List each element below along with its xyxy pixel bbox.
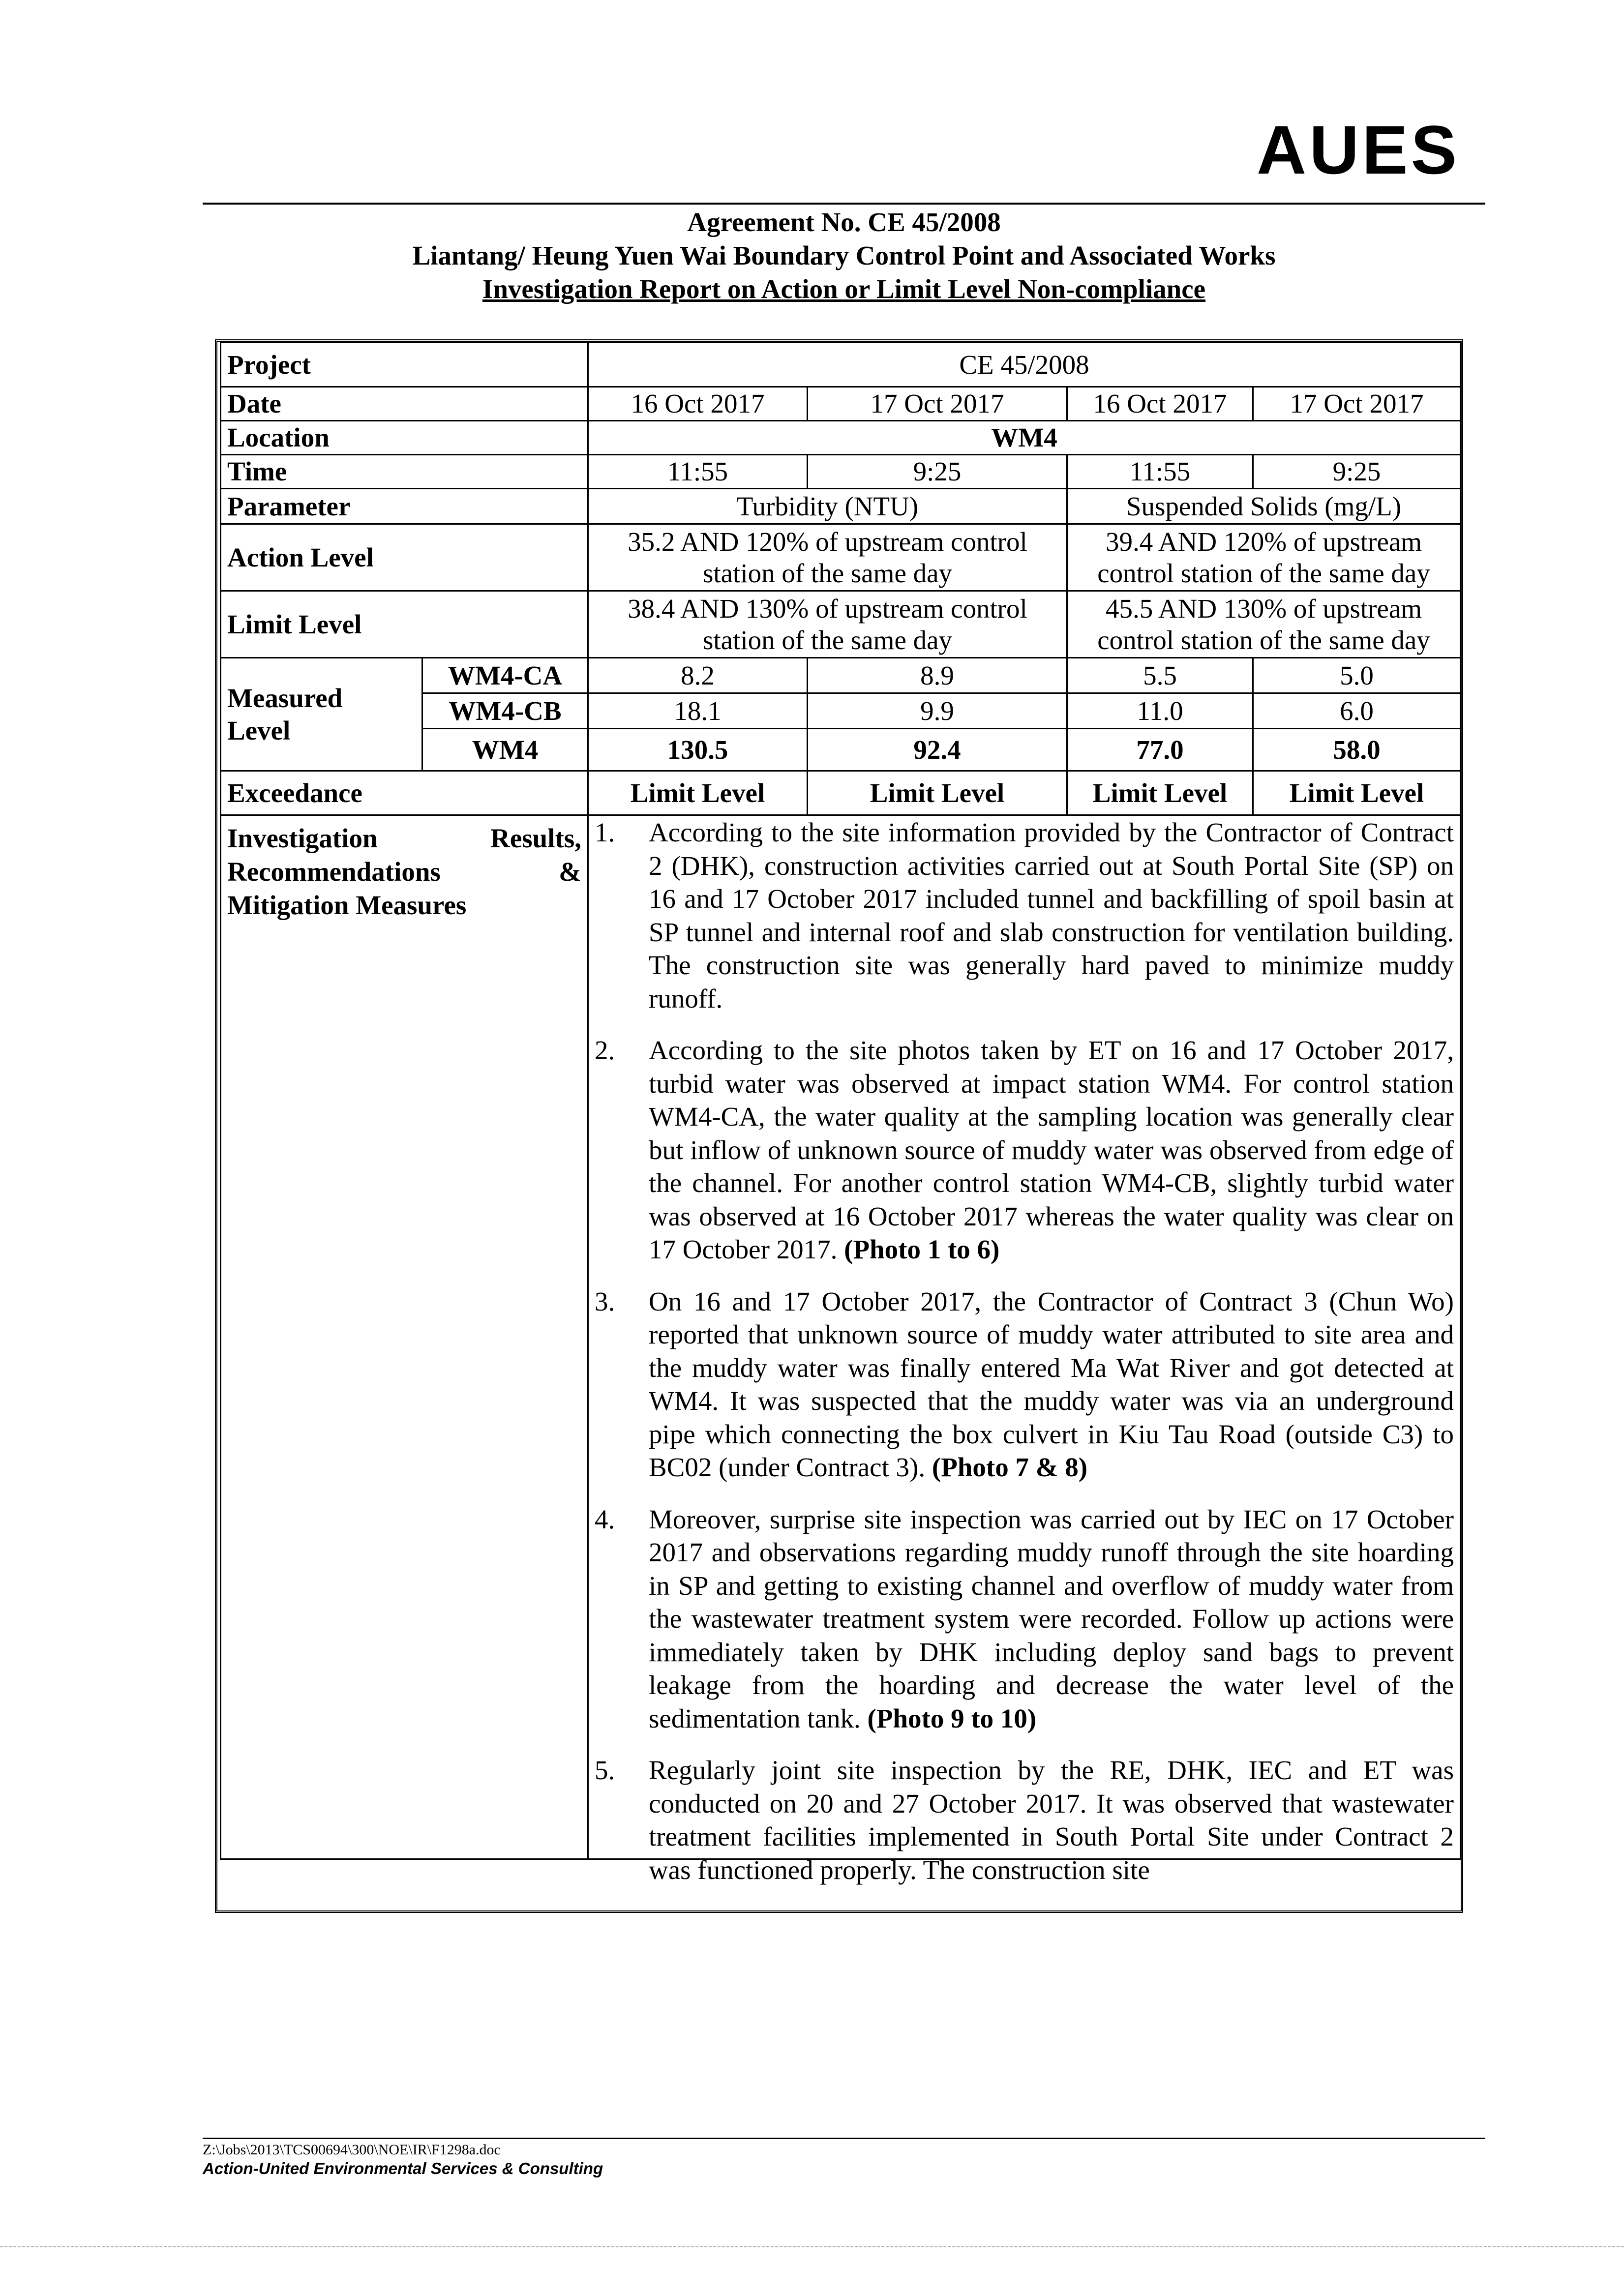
limit-level-row xyxy=(221,591,1461,658)
investigation-word: Recommendations xyxy=(227,857,441,887)
finding-number: 1. xyxy=(595,817,615,847)
finding-text xyxy=(649,1754,1454,1886)
limit-turbidity-line: 38.4 AND 130% of upstream control xyxy=(628,593,1027,624)
measured-value: 5.0 xyxy=(1253,658,1461,693)
limit-level-turbidity xyxy=(588,591,1067,658)
finding-item xyxy=(595,816,1454,1015)
parameter-turbidity: Turbidity (NTU) xyxy=(588,489,1067,524)
measured-row-wm4-ca xyxy=(221,658,1461,693)
investigation-word: Investigation xyxy=(227,823,378,853)
date-cell: 16 Oct 2017 xyxy=(588,387,808,421)
findings-cell xyxy=(588,815,1461,1885)
project-value: CE 45/2008 xyxy=(588,343,1461,387)
limit-turbidity-line: station of the same day xyxy=(702,625,953,655)
time-cell: 11:55 xyxy=(1067,455,1253,489)
action-ss-line: 39.4 AND 120% of upstream xyxy=(1105,526,1422,557)
station-label: WM4-CB xyxy=(422,693,588,729)
finding-body: According to the site photos taken by ET on 16 and 17 October 2017, turbid water was observed at impact station WM4. For control station WM4-CA, the water quality at the sampling location was generally clear but inflow of unknown source of muddy water was observed from edge of the channel. For another control station WM4-CB, slightly turbid water was observed at 16 October 2017 whereas the water quality was clear on 17 October 2017. xyxy=(649,1035,1454,1264)
exceedance-value: Limit Level xyxy=(808,771,1067,815)
investigation-label xyxy=(221,815,588,1859)
investigation-label-line: Mitigation Measures xyxy=(227,890,467,920)
measured-value: 92.4 xyxy=(808,729,1067,771)
finding-body: Moreover, surprise site inspection was carried out by IEC on 17 October 2017 and observations regarding muddy runoff through the site hoarding in SP and getting to existing channel and overflow of muddy water from the wastewater treatment system were recorded. Follow up actions were immediately taken by DHK including deploy sand bags to prevent leakage from the hoarding and decrease the water level of the sedimentation tank. xyxy=(649,1504,1454,1733)
time-cell: 9:25 xyxy=(1253,455,1461,489)
measured-value: 77.0 xyxy=(1067,729,1253,771)
date-cell: 16 Oct 2017 xyxy=(1067,387,1253,421)
exceedance-value: Limit Level xyxy=(1067,771,1253,815)
measured-label-line: Measured xyxy=(227,683,343,713)
action-level-suspended-solids xyxy=(1067,524,1461,591)
footer-divider xyxy=(203,2138,1485,2139)
page-footer xyxy=(203,2141,603,2178)
project-title: Liantang/ Heung Yuen Wai Boundary Control Point and Associated Works xyxy=(412,240,1276,270)
exceedance-label: Exceedance xyxy=(221,771,588,815)
exceedance-value: Limit Level xyxy=(1253,771,1461,815)
file-path: Z:\Jobs\2013\TCS00694\300\NOE\IR\F1298a.doc xyxy=(203,2142,501,2158)
time-cell: 11:55 xyxy=(588,455,808,489)
finding-text xyxy=(649,1503,1454,1735)
finding-body: Regularly joint site inspection by the RE, DHK, IEC and ET was conducted on 20 and 27 October 2017. It was observed that wastewater treatment facilities implemented in South Portal Site under Contract 2 was functioned properly. The construction site xyxy=(649,1755,1454,1885)
action-ss-line: control station of the same day xyxy=(1097,558,1430,588)
agreement-number: Agreement No. CE 45/2008 xyxy=(687,207,1001,237)
date-cell: 17 Oct 2017 xyxy=(808,387,1067,421)
measured-value: 11.0 xyxy=(1067,693,1253,729)
measured-value: 18.1 xyxy=(588,693,808,729)
investigation-label-line xyxy=(227,855,581,889)
time-row xyxy=(221,455,1461,489)
finding-item xyxy=(595,1754,1454,1886)
measured-value: 130.5 xyxy=(588,729,808,771)
measured-value: 58.0 xyxy=(1253,729,1461,771)
document-heading xyxy=(203,206,1485,306)
scan-edge-line xyxy=(0,2246,1624,2247)
location-row xyxy=(221,421,1461,455)
measured-value: 6.0 xyxy=(1253,693,1461,729)
limit-level-label: Limit Level xyxy=(221,591,588,658)
aues-logo: AUES xyxy=(1257,111,1460,188)
date-label: Date xyxy=(221,387,588,421)
investigation-row xyxy=(221,815,1461,1859)
measured-value: 8.2 xyxy=(588,658,808,693)
action-turbidity-line: 35.2 AND 120% of upstream control xyxy=(628,526,1027,557)
finding-text xyxy=(649,1034,1454,1266)
measured-value: 5.5 xyxy=(1067,658,1253,693)
investigation-word: Results, xyxy=(490,823,581,853)
non-compliance-table xyxy=(220,342,1461,1885)
measured-label-line: Level xyxy=(227,715,291,745)
finding-item xyxy=(595,1503,1454,1735)
measured-value: 9.9 xyxy=(808,693,1067,729)
project-row xyxy=(221,343,1461,387)
company-name: Action-United Environmental Services & Consulting xyxy=(203,2159,603,2177)
limit-ss-line: 45.5 AND 130% of upstream xyxy=(1105,593,1422,624)
action-turbidity-line: station of the same day xyxy=(702,558,953,588)
parameter-suspended-solids: Suspended Solids (mg/L) xyxy=(1067,489,1461,524)
exceedance-value: Limit Level xyxy=(588,771,808,815)
date-row xyxy=(221,387,1461,421)
report-title: Investigation Report on Action or Limit Level Non-compliance xyxy=(482,274,1206,304)
station-label: WM4 xyxy=(422,729,588,771)
finding-body: On 16 and 17 October 2017, the Contractor of Contract 3 (Chun Wo) reported that unknown source of muddy water attributed to site area and the muddy water was finally entered Ma Wat River and got detected at WM4. It was suspected that the muddy water was via an underground pipe which connecting the box culvert in Kiu Tau Road (outside C3) to BC02 (under Contract 3). xyxy=(649,1286,1454,1482)
date-cell: 17 Oct 2017 xyxy=(1253,387,1461,421)
finding-number: 3. xyxy=(595,1286,615,1316)
investigation-word: & xyxy=(559,857,581,887)
station-label: WM4-CA xyxy=(422,658,588,693)
exceedance-row xyxy=(221,771,1461,815)
finding-text xyxy=(649,1285,1454,1484)
measured-value: 8.9 xyxy=(808,658,1067,693)
action-level-label: Action Level xyxy=(221,524,588,591)
action-level-row xyxy=(221,524,1461,591)
parameter-label: Parameter xyxy=(221,489,588,524)
location-value: WM4 xyxy=(588,421,1461,455)
investigation-label-line xyxy=(227,822,581,855)
finding-number: 2. xyxy=(595,1035,615,1065)
finding-number: 5. xyxy=(595,1755,615,1785)
limit-level-suspended-solids xyxy=(1067,591,1461,658)
parameter-row xyxy=(221,489,1461,524)
finding-number: 4. xyxy=(595,1504,615,1534)
findings-list xyxy=(595,816,1454,1885)
photo-reference: (Photo 1 to 6) xyxy=(844,1234,1000,1264)
limit-ss-line: control station of the same day xyxy=(1097,625,1430,655)
project-label: Project xyxy=(221,343,588,387)
measured-level-label xyxy=(221,658,422,771)
time-label: Time xyxy=(221,455,588,489)
finding-item xyxy=(595,1285,1454,1484)
finding-body: According to the site information provided by the Contractor of Contract 2 (DHK), construction activities carried out at South Portal Site (SP) on 16 and 17 October 2017 included tunnel and backfilling of spoil basin at SP tunnel and internal roof and slab construction for ventilation building. The construction site was generally hard paved to minimize muddy runoff. xyxy=(649,817,1454,1014)
action-level-turbidity xyxy=(588,524,1067,591)
photo-reference: (Photo 9 to 10) xyxy=(867,1703,1037,1733)
time-cell: 9:25 xyxy=(808,455,1067,489)
finding-item xyxy=(595,1034,1454,1266)
location-label: Location xyxy=(221,421,588,455)
finding-text xyxy=(649,816,1454,1015)
header-divider xyxy=(203,203,1485,205)
photo-reference: (Photo 7 & 8) xyxy=(932,1452,1088,1482)
investigation-label-text xyxy=(227,819,581,922)
